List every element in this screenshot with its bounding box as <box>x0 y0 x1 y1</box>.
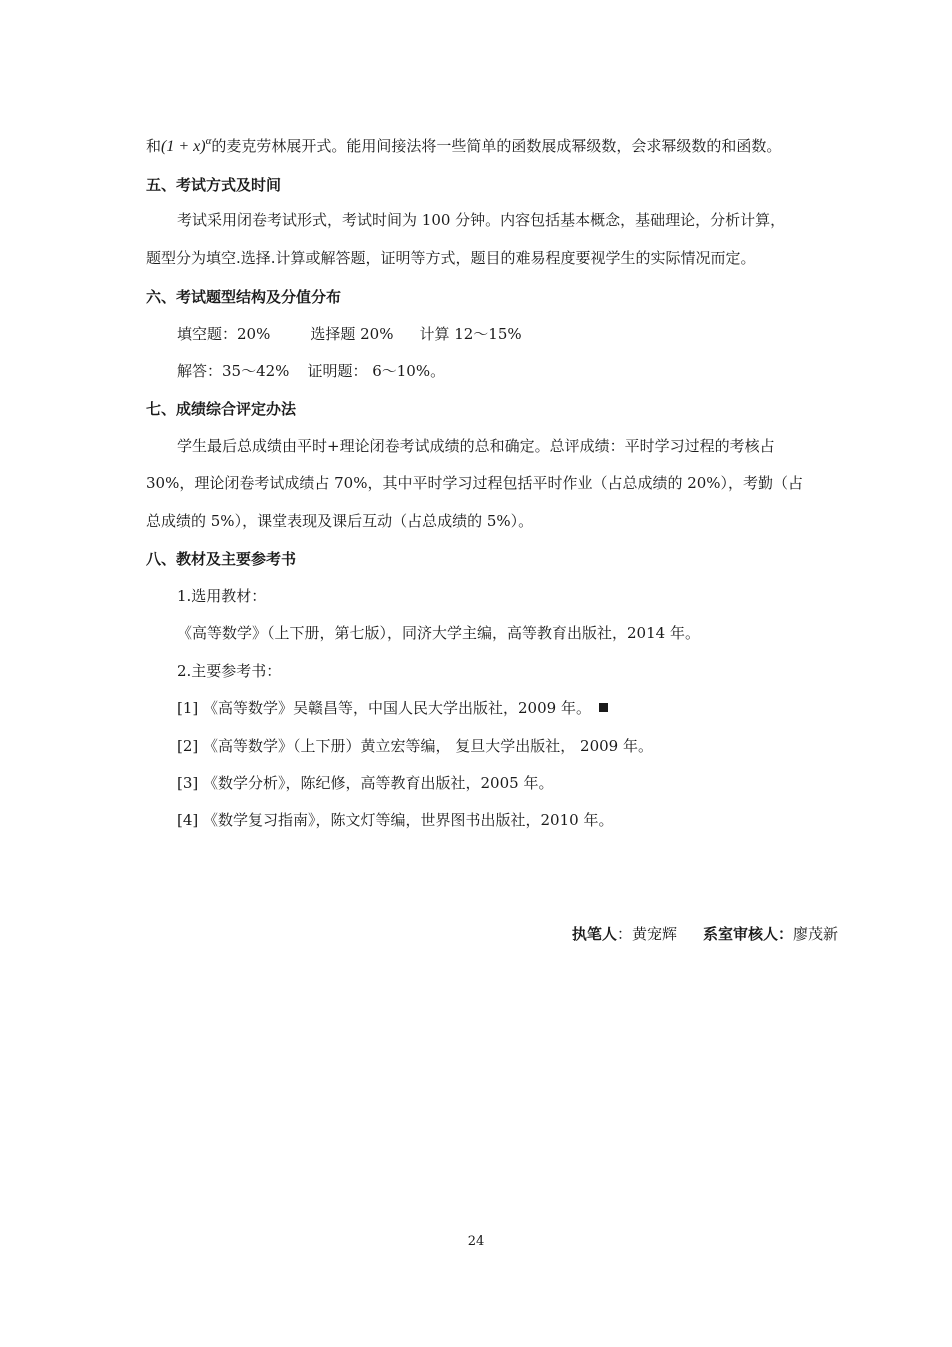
intro-line <box>146 131 781 157</box>
score-row-2 <box>177 361 445 381</box>
section-heading-exam-method: 五、考试方式及时间 <box>146 176 282 194</box>
textbook-entry: 《高等数学》（上下册，第七版），同济大学主编，高等教育出版社，2014 年。 <box>177 624 700 642</box>
writer-separator: ： <box>616 925 632 943</box>
reference-item: [2] 《高等数学》（上下册）黄立宏等编， 复旦大学出版社， 2009 年。 <box>177 737 653 755</box>
paragraph-line: 考试采用闭卷考试形式，考试时间为 100 分钟。内容包括基本概念，基础理论，分析计算， <box>177 211 786 229</box>
reference-item: [3] 《数学分析》，陈纪修，高等教育出版社，2005 年。 <box>177 774 554 792</box>
formula-exponent: α <box>205 135 212 147</box>
score-item: 选择题 20% <box>310 325 394 343</box>
reference-text: [1] 《高等数学》吴赣昌等，中国人民大学出版社，2009 年。 <box>177 699 591 717</box>
score-item: 填空题：20% <box>177 325 271 343</box>
paragraph-line: 总成绩的 5%），课堂表现及课后互动（占总成绩的 5%）。 <box>146 512 534 530</box>
formula <box>161 135 212 155</box>
paragraph-line: 30%，理论闭卷考试成绩占 70%，其中平时学习过程包括平时作业（占总成绩的 20%），考勤（占 <box>146 474 804 492</box>
section-heading-score-distribution: 六、考试题型结构及分值分布 <box>146 288 342 306</box>
reviewer-name: 廖茂新 <box>792 925 838 943</box>
writer-name: 黄宠辉 <box>631 925 677 943</box>
intro-prefix: 和 <box>146 137 162 155</box>
intro-suffix: 的麦克劳林展开式。能用间接法将一些简单的函数展成幂级数，会求幂级数的和函数。 <box>211 137 782 155</box>
paragraph-line: 学生最后总成绩由平时+理论闭卷考试成绩的总和确定。总评成绩：平时学习过程的考核占 <box>177 437 775 455</box>
section-heading-textbooks: 八、教材及主要参考书 <box>146 550 297 568</box>
reference-item: [4] 《数学复习指南》，陈文灯等编，世界图书出版社，2010 年。 <box>177 811 614 829</box>
score-item: 解答：35～42% <box>177 362 290 380</box>
section-heading-grading: 七、成绩综合评定办法 <box>146 400 297 418</box>
black-square-icon <box>599 703 608 712</box>
formula-base: (1 + x) <box>161 138 206 155</box>
score-item: 计算 12～15% <box>419 325 522 343</box>
score-item: 证明题： 6～10%。 <box>307 362 446 380</box>
signature-line <box>572 924 838 944</box>
writer-label: 执笔人 <box>571 925 617 943</box>
textbook-label: 1.选用教材： <box>177 587 267 605</box>
references-label: 2.主要参考书： <box>177 662 282 680</box>
paragraph-line: 题型分为填空.选择.计算或解答题，证明等方式，题目的难易程度要视学生的实际情况而定。 <box>146 249 756 267</box>
score-row-1 <box>177 324 522 344</box>
reference-item <box>177 698 608 718</box>
reviewer-label: 系室审核人： <box>702 925 793 943</box>
page-number: 24 <box>467 1234 485 1249</box>
